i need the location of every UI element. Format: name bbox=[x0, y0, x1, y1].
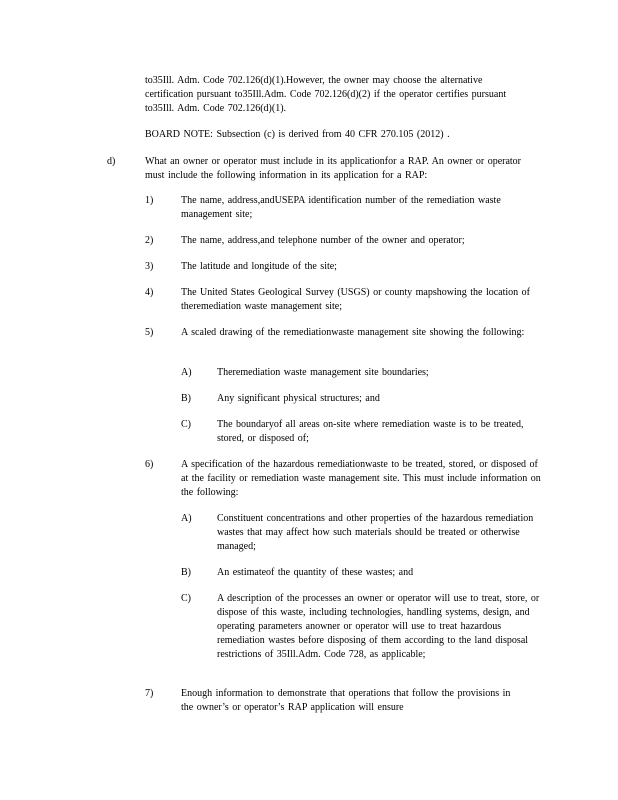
item-5a-label: A) bbox=[181, 367, 192, 378]
item-5b-label: B) bbox=[181, 393, 191, 404]
section-d-text: What an owner or operator must include in its applicationfor a RAP. An owner or operator must include the following information in its application for a RAP: bbox=[145, 156, 522, 181]
section-d-label: d) bbox=[107, 156, 116, 167]
item-6a-text: Constituent concentrations and other properties of the hazardous remediation wastes that may affect how such materials should be treated or otherwise managed; bbox=[217, 513, 534, 552]
item-6c-text: A description of the processes an owner or operator will use to treat, store, or dispose of this waste, including technologies, handling systems, design, and operating parameters anowner or operator will use to treat hazardous remediation wastes before disposing of them according to the land disposal restrictions of 35Ill.Adm. Code 728, as applicable; bbox=[217, 593, 540, 660]
item-3-label: 3) bbox=[145, 261, 154, 272]
item-6c-label: C) bbox=[181, 593, 191, 604]
item-1-label: 1) bbox=[145, 195, 154, 206]
item-5-label: 5) bbox=[145, 327, 154, 338]
intro-paragraph: to35Ill. Adm. Code 702.126(d)(1).However, the owner may choose the alternative certification pursuant to35Ill.Adm. Code 702.126(d)(2) if the operator certifies pursuant to35Ill. Adm. Code 702.126(d)(1). bbox=[145, 75, 507, 114]
item-7-label: 7) bbox=[145, 688, 154, 699]
item-5c-label: C) bbox=[181, 419, 191, 430]
item-4-text: The United States Geological Survey (USGS) or county mapshowing the location of theremediation waste management site; bbox=[181, 287, 530, 312]
item-6b-text: An estimateof the quantity of these wastes; and bbox=[217, 567, 414, 578]
item-6-label: 6) bbox=[145, 459, 154, 470]
item-5-text: A scaled drawing of the remediationwaste management site showing the following: bbox=[181, 327, 525, 338]
item-1-text: The name, address,andUSEPA identification number of the remediation waste management site; bbox=[181, 195, 501, 220]
item-7-text: Enough information to demonstrate that operations that follow the provisions in the owner’s or operator’s RAP application will ensure bbox=[181, 688, 511, 713]
item-5c-text: The boundaryof all areas on-site where remediation waste is to be treated, stored, or disposed of; bbox=[217, 419, 524, 444]
item-5a-text: Theremediation waste management site boundaries; bbox=[217, 367, 429, 378]
item-6-text: A specification of the hazardous remediationwaste to be treated, stored, or disposed of at the facility or remediation waste management site. This must include information on the following: bbox=[181, 459, 541, 498]
item-6b-label: B) bbox=[181, 567, 191, 578]
item-5b-text: Any significant physical structures; and bbox=[217, 393, 380, 404]
item-2-label: 2) bbox=[145, 235, 154, 246]
board-note: BOARD NOTE: Subsection (c) is derived from 40 CFR 270.105 (2012) . bbox=[145, 129, 450, 140]
item-6a-label: A) bbox=[181, 513, 192, 524]
item-3-text: The latitude and longitude of the site; bbox=[181, 261, 337, 272]
item-4-label: 4) bbox=[145, 287, 154, 298]
item-2-text: The name, address,and telephone number of the owner and operator; bbox=[181, 235, 465, 246]
